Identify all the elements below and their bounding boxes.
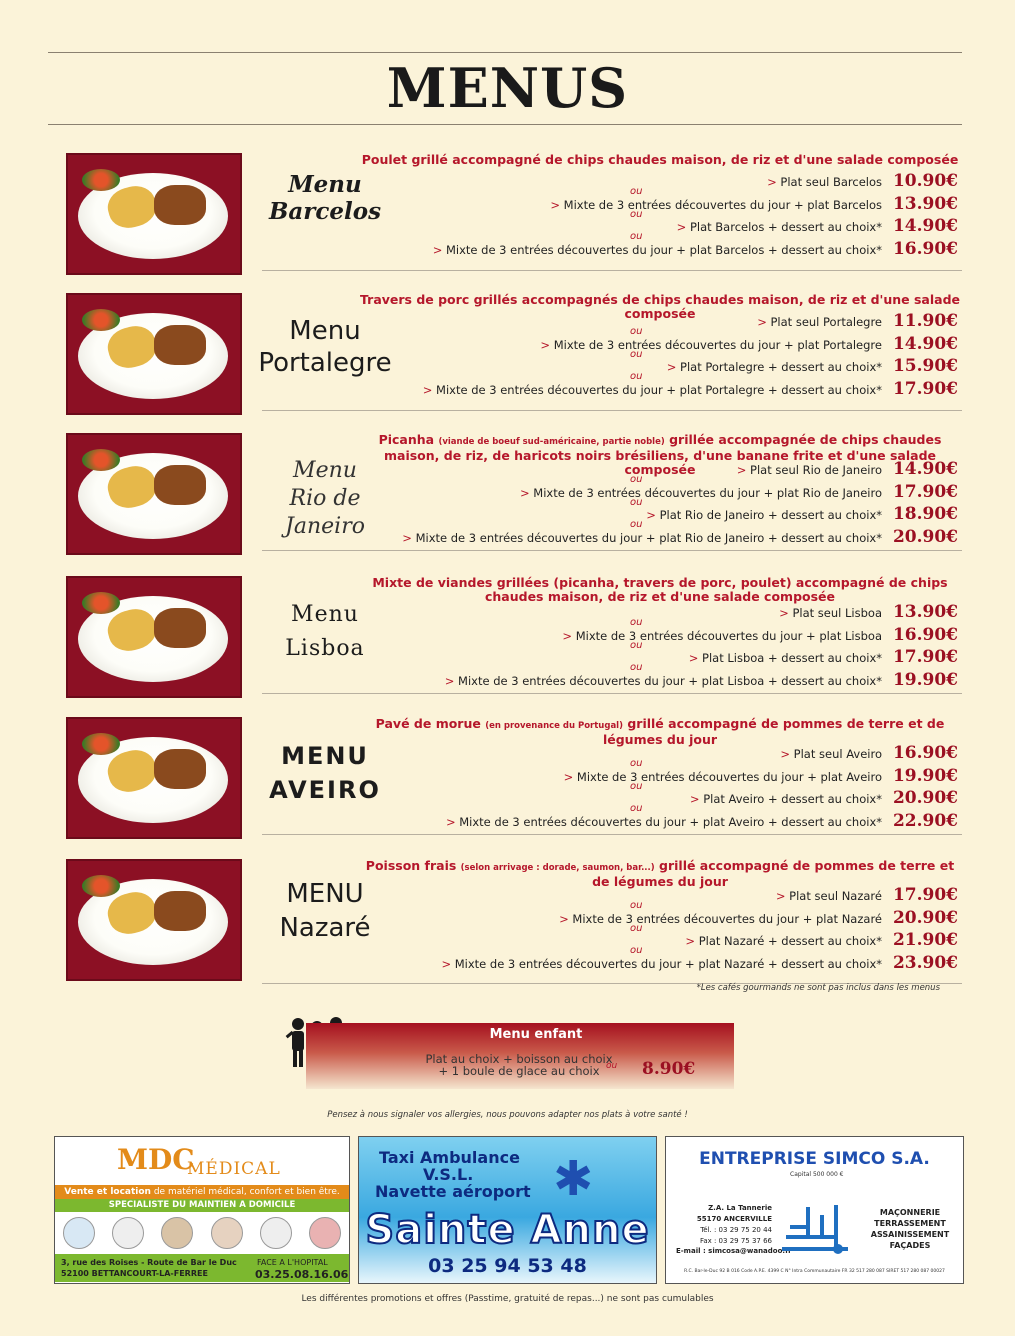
- option-price: 11.90€: [892, 311, 958, 331]
- taxi-line1: Taxi Ambulance: [379, 1148, 520, 1167]
- option-label: Mixte de 3 entrées découvertes du jour + plat Portalegre + dessert au choix*: [436, 382, 882, 397]
- food-item: [154, 465, 206, 505]
- food-item: [154, 608, 206, 648]
- option-marker: >: [666, 360, 681, 374]
- menu-option: [685, 934, 882, 948]
- menu-description: [360, 576, 960, 604]
- option-price: 10.90€: [892, 171, 958, 191]
- kids-menu-ou: ou: [606, 1061, 618, 1071]
- menu-name-line: Menu: [293, 458, 357, 483]
- option-price: 19.90€: [892, 669, 958, 690]
- option-marker: >: [402, 530, 416, 545]
- salad: [82, 875, 120, 897]
- allergy-note: Pensez à nous signaler vos allergies, nous pouvons adapter nos plats à votre santé !: [327, 1110, 688, 1120]
- option-marker: >: [550, 197, 564, 212]
- menu-description: [360, 153, 960, 167]
- or-separator: ou: [630, 208, 643, 220]
- or-separator: ou: [630, 186, 643, 197]
- or-separator: ou: [630, 496, 643, 508]
- menu-option: [423, 383, 882, 397]
- mdc-logo-text: MÉDICAL: [187, 1159, 281, 1179]
- simco-service4: FAÇADES: [889, 1241, 931, 1250]
- option-price: 17.90€: [892, 481, 958, 502]
- dish-photo: [66, 433, 242, 555]
- salad: [82, 449, 120, 471]
- simco-email: E-mail : simcosa@wanadoo.fr: [676, 1247, 792, 1255]
- menu-option: [776, 889, 882, 903]
- menu-option: [690, 792, 882, 806]
- or-separator: ou: [630, 348, 643, 360]
- simco-fax: Fax : 03 29 75 37 66: [699, 1237, 772, 1245]
- menu-option: [780, 747, 882, 761]
- option-price: 14.90€: [892, 459, 958, 479]
- option-label: Mixte de 3 entrées découvertes du jour + plat Nazaré: [572, 911, 882, 926]
- option-marker: >: [646, 508, 660, 522]
- menu-separator: [262, 693, 962, 694]
- menu-block: [60, 859, 962, 994]
- walker-icon: [260, 1217, 292, 1249]
- option-price: 17.90€: [892, 378, 958, 399]
- or-separator: ou: [630, 474, 643, 485]
- option-price: 16.90€: [892, 238, 958, 259]
- dish-photo: [66, 576, 242, 698]
- menu-option: [446, 815, 882, 829]
- simco-services: [862, 1207, 958, 1251]
- option-price: 17.90€: [892, 647, 958, 667]
- option-price: 16.90€: [892, 743, 958, 763]
- shoe-icon: [309, 1217, 341, 1249]
- menu-description-main: Picanha: [378, 432, 435, 447]
- option-price: 21.90€: [892, 930, 958, 950]
- option-price: 13.90€: [892, 193, 958, 214]
- option-price: 14.90€: [892, 333, 958, 354]
- menu-option: [564, 770, 882, 784]
- option-label: Mixte de 3 entrées découvertes du jour + plat Barcelos: [563, 197, 882, 212]
- option-label: Mixte de 3 entrées découvertes du jour + plat Lisboa: [575, 628, 882, 643]
- kids-menu-box: [306, 1023, 734, 1089]
- menu-name-line: Menu: [289, 316, 361, 346]
- menu-option: [737, 463, 882, 477]
- menu-description: [360, 859, 960, 889]
- menu-description-rest: grillé accompagné de pommes de terre et de légumes du jour: [592, 858, 955, 889]
- ad-taxi-sainte-anne: [358, 1136, 657, 1284]
- menu-description-main: Travers de porc grillés accompagnés de chips chaudes maison, de riz et d'une salade composée: [360, 292, 960, 321]
- option-price: 20.90€: [892, 526, 958, 547]
- menu-description-main: Poulet grillé accompagné de chips chaudes maison, de riz et d'une salade composée: [361, 152, 959, 167]
- bed-icon: [63, 1217, 95, 1249]
- or-separator: ou: [630, 639, 643, 651]
- menu-option: [433, 243, 882, 257]
- salad: [82, 733, 120, 755]
- option-marker: >: [685, 934, 699, 948]
- menu-option: [757, 315, 882, 329]
- option-marker: >: [676, 220, 690, 234]
- option-marker: >: [444, 673, 459, 688]
- option-price: 22.90€: [892, 810, 958, 831]
- option-label: Mixte de 3 entrées découvertes du jour + plat Lisboa + dessert au choix*: [458, 673, 882, 688]
- wheelchair-icon: [112, 1217, 144, 1249]
- menu-name-line: MENU: [281, 742, 369, 770]
- menu-name: [250, 739, 400, 807]
- food-item: [154, 891, 206, 931]
- kids-menu-line1: Plat au choix + boisson au choix: [425, 1052, 613, 1066]
- option-marker: >: [432, 242, 446, 257]
- or-separator: ou: [630, 758, 643, 769]
- option-label: Mixte de 3 entrées découvertes du jour + plat Portalegre: [553, 337, 882, 352]
- salad: [82, 169, 120, 191]
- menu-block: [60, 576, 962, 711]
- option-label: Mixte de 3 entrées découvertes du jour + plat Barcelos + dessert au choix*: [445, 242, 882, 257]
- mdc-sales-line: [55, 1185, 349, 1199]
- page-title: MENUS: [386, 56, 629, 120]
- menu-description-main: Pavé de morue: [375, 716, 481, 731]
- option-marker: >: [540, 337, 554, 352]
- taxi-line3: Navette aéroport: [375, 1182, 531, 1201]
- mdc-specialist: SPECIALISTE DU MAINTIEN A DOMICILE: [55, 1199, 349, 1212]
- simco-tel: Tél. : 03 29 75 20 44: [700, 1226, 772, 1234]
- option-marker: >: [779, 606, 793, 620]
- or-separator: ou: [630, 662, 643, 673]
- menu-name: [250, 315, 400, 379]
- menu-option: [562, 629, 882, 643]
- simco-service2: TERRASSEMENT: [874, 1219, 946, 1228]
- food-item: [154, 185, 206, 225]
- option-price: 13.90€: [892, 602, 958, 622]
- option-label: Plat seul Barcelos: [780, 175, 882, 189]
- taxi-line2: V.S.L.: [423, 1165, 474, 1184]
- option-label: Mixte de 3 entrées découvertes du jour + plat Nazaré + dessert au choix*: [454, 956, 882, 971]
- menu-block: [60, 717, 962, 852]
- menu-option: [445, 674, 882, 688]
- dish-photo: [66, 153, 242, 275]
- option-label: Plat seul Nazaré: [789, 889, 882, 903]
- option-price: 15.90€: [892, 356, 958, 376]
- option-label: Mixte de 3 entrées découvertes du jour + plat Rio de Janeiro + dessert au choix*: [415, 530, 882, 545]
- option-marker: >: [441, 956, 455, 971]
- or-separator: ou: [630, 519, 643, 530]
- or-separator: ou: [630, 326, 643, 337]
- dish-photo: [66, 859, 242, 981]
- option-label: Plat seul Aveiro: [793, 747, 882, 761]
- option-label: Plat Barcelos + dessert au choix*: [689, 220, 882, 234]
- dish-photo: [66, 293, 242, 415]
- option-price: 18.90€: [892, 504, 958, 524]
- salad: [82, 592, 120, 614]
- simco-contact: [672, 1203, 772, 1247]
- menu-block: [60, 153, 962, 288]
- option-label: Plat Lisboa + dessert au choix*: [702, 651, 882, 665]
- menu-name-line: Menu: [291, 602, 359, 627]
- chair-icon: [161, 1217, 193, 1249]
- option-label: Plat Portalegre + dessert au choix*: [680, 360, 882, 374]
- or-separator: ou: [630, 617, 643, 628]
- option-label: Plat Aveiro + dessert au choix*: [703, 792, 882, 806]
- or-separator: ou: [630, 231, 643, 242]
- taxi-name: Sainte Anne: [365, 1207, 650, 1253]
- armchair-icon: [211, 1217, 243, 1249]
- option-price: 14.90€: [892, 216, 958, 236]
- mdc-address-bar: [55, 1254, 349, 1282]
- menu-description-main: Mixte de viandes grillées (picanha, travers de porc, poulet) accompagné de chips chaudes maison, de riz et d'une salade composée: [372, 575, 948, 604]
- option-marker: >: [688, 651, 703, 665]
- simco-service1: MAÇONNERIE: [879, 1208, 941, 1217]
- option-price: 23.90€: [892, 952, 958, 973]
- menu-name-line: Rio de Janeiro: [285, 486, 365, 539]
- mdc-logo: MDC: [117, 1143, 195, 1176]
- option-price: 17.90€: [892, 885, 958, 905]
- kids-menu-price: 8.90€: [642, 1059, 696, 1079]
- menu-separator: [262, 410, 962, 411]
- menu-description-main: Poisson frais: [365, 858, 457, 873]
- option-marker: >: [689, 792, 704, 806]
- salad: [82, 309, 120, 331]
- menu-description-note: (viande de boeuf sud-américaine, partie noble): [438, 437, 665, 447]
- option-marker: >: [736, 463, 751, 477]
- menu-separator: [262, 550, 962, 551]
- menu-name-line: Menu: [288, 171, 362, 198]
- menu-name: [250, 598, 400, 666]
- mdc-address2: 52100 BETTANCOURT-LA-FERREE: [61, 1269, 208, 1278]
- option-label: Mixte de 3 entrées découvertes du jour + plat Aveiro + dessert au choix*: [459, 814, 882, 829]
- option-marker: >: [445, 814, 460, 829]
- option-label: Plat Nazaré + dessert au choix*: [698, 934, 882, 948]
- menu-name-line: AVEIRO: [269, 776, 381, 804]
- option-label: Mixte de 3 entrées découvertes du jour + plat Rio de Janeiro: [533, 485, 882, 500]
- food-item: [154, 325, 206, 365]
- menu-option: [441, 957, 882, 971]
- menu-option: [677, 220, 882, 234]
- kids-menu-description: [404, 1053, 634, 1077]
- mdc-sales-text: de matériel médical, confort et bien être.: [153, 1187, 340, 1197]
- simco-service3: ASSAINISSEMENT: [870, 1230, 950, 1239]
- taxi-phone: 03 25 94 53 48: [428, 1255, 587, 1277]
- simco-legal: R.C. Bar-le-Duc 92 B 016 Code A.P.E. 4399 C N° Intra Communautaire FR 32 517 280 087 SIRET 517 280 087 00027: [684, 1269, 945, 1274]
- or-separator: ou: [630, 803, 643, 814]
- menu-option: [540, 338, 882, 352]
- option-label: Plat seul Lisboa: [792, 606, 882, 620]
- menu-name-line: Barcelos: [268, 198, 382, 225]
- star-of-life-icon: ✱: [553, 1151, 594, 1207]
- or-separator: ou: [630, 900, 643, 911]
- or-separator: ou: [630, 922, 643, 934]
- top-rule: [48, 52, 962, 53]
- option-marker: >: [775, 889, 790, 903]
- or-separator: ou: [630, 945, 643, 956]
- menu-name-line: MENU: [286, 879, 364, 909]
- or-separator: ou: [630, 780, 643, 792]
- option-price: 20.90€: [892, 788, 958, 808]
- option-marker: >: [559, 911, 573, 926]
- menu-name-line: Lisboa: [285, 636, 365, 661]
- mdc-phone: 03.25.08.16.06: [255, 1268, 349, 1281]
- simco-title: ENTREPRISE SIMCO S.A.: [699, 1149, 930, 1169]
- menu-description-note: (selon arrivage : dorade, saumon, bar...): [460, 863, 655, 873]
- menu-option: [779, 606, 882, 620]
- option-marker: >: [757, 315, 771, 329]
- menu-block: [60, 293, 962, 428]
- menu-description: [360, 717, 960, 747]
- menu-description-note: (en provenance du Portugal): [485, 721, 623, 731]
- ad-mdc-medical: [54, 1136, 350, 1284]
- option-label: Plat seul Rio de Janeiro: [750, 463, 882, 477]
- option-marker: >: [563, 769, 577, 784]
- taxi-lines: [375, 1149, 531, 1200]
- mdc-sales-bold: Vente et location: [64, 1187, 151, 1197]
- menu-block: [60, 433, 962, 568]
- or-separator: ou: [630, 371, 643, 382]
- menu-name-line: Portalegre: [258, 348, 392, 378]
- menu-separator: [262, 834, 962, 835]
- mdc-face: FACE A L'HOPITAL: [257, 1258, 328, 1267]
- option-marker: >: [767, 175, 781, 189]
- menu-name-line: Nazaré: [279, 913, 371, 943]
- mdc-address1: 3, rue des Roises - Route de Bar le Duc: [61, 1258, 237, 1267]
- title-rule: [48, 124, 962, 125]
- option-price: 19.90€: [892, 765, 958, 786]
- option-label: Plat seul Portalegre: [770, 315, 882, 329]
- menu-option: [689, 651, 882, 665]
- footnote: *Les cafés gourmands ne sont pas inclus dans les menus: [696, 983, 940, 993]
- simco-logo-icon: [778, 1197, 856, 1257]
- menu-description-rest: grillée accompagnée de chips chaudes maison, de riz, de haricots noirs brésiliens, d'une banane frite et d'une salade composée: [384, 432, 942, 477]
- option-marker: >: [562, 628, 576, 643]
- kids-menu-line2: + 1 boule de glace au choix: [438, 1064, 600, 1078]
- dish-photo: [66, 717, 242, 839]
- menu-option: [402, 531, 882, 545]
- menu-description-rest: grillé accompagné de pommes de terre et de légumes du jour: [602, 716, 945, 747]
- menu-name: [250, 171, 400, 225]
- mdc-product-icons: [63, 1217, 341, 1249]
- ad-simco: [665, 1136, 964, 1284]
- menu-option: [550, 198, 882, 212]
- bottom-note: Les différentes promotions et offres (Passtime, gratuité de repas...) ne sont pas cumulables: [301, 1294, 714, 1304]
- simco-addr1: Z.A. La Tannerie: [708, 1204, 772, 1212]
- option-marker: >: [780, 747, 794, 761]
- food-item: [154, 749, 206, 789]
- option-marker: >: [519, 485, 534, 500]
- option-marker: >: [422, 382, 437, 397]
- simco-addr2: 55170 ANCERVILLE: [696, 1215, 772, 1223]
- option-label: Mixte de 3 entrées découvertes du jour + plat Aveiro: [576, 769, 882, 784]
- menu-separator: [262, 270, 962, 271]
- kids-menu-title: Menu enfant: [489, 1027, 583, 1042]
- option-price: 20.90€: [892, 907, 958, 928]
- option-price: 16.90€: [892, 624, 958, 645]
- menu-option: [559, 912, 882, 926]
- simco-capital: Capital 500 000 €: [790, 1171, 844, 1178]
- menu-option: [767, 175, 882, 189]
- option-label: Plat Rio de Janeiro + dessert au choix*: [659, 508, 882, 522]
